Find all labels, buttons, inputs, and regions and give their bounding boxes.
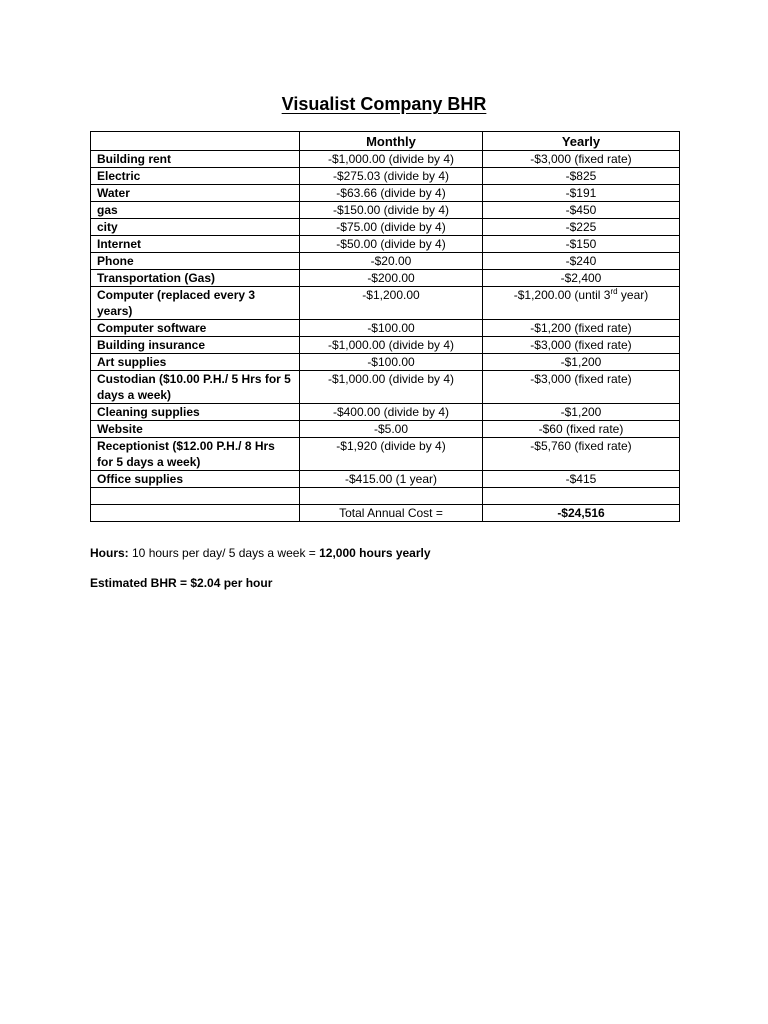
yearly-superscript: rd <box>610 287 618 296</box>
header-yearly: Yearly <box>483 132 680 151</box>
row-yearly: -$225 <box>483 219 680 236</box>
row-yearly: -$3,000 (fixed rate) <box>483 337 680 354</box>
row-yearly: -$3,000 (fixed rate) <box>483 371 680 404</box>
table-row <box>91 421 680 438</box>
estimated-bhr: Estimated BHR = $2.04 per hour <box>90 576 273 590</box>
document-title: Visualist Company BHR <box>281 94 487 114</box>
row-monthly: -$1,920 (divide by 4) <box>300 438 483 471</box>
row-monthly: -$415.00 (1 year) <box>300 471 483 488</box>
row-label: Office supplies <box>91 471 300 488</box>
table-row <box>91 253 680 270</box>
row-monthly: -$63.66 (divide by 4) <box>300 185 483 202</box>
yearly-text: -$1,200.00 (until 3 <box>513 288 611 302</box>
row-label: Building insurance <box>91 337 300 354</box>
row-yearly: -$2,400 <box>483 270 680 287</box>
row-label: Computer (replaced every 3 years) <box>91 287 300 320</box>
empty-cell <box>300 488 483 505</box>
row-label: Phone <box>91 253 300 270</box>
table-row <box>91 202 680 219</box>
row-label: city <box>91 219 300 236</box>
row-monthly: -$150.00 (divide by 4) <box>300 202 483 219</box>
row-monthly: -$1,200.00 <box>300 287 483 320</box>
header-item <box>91 132 300 151</box>
row-yearly: -$60 (fixed rate) <box>483 421 680 438</box>
hours-summary <box>90 546 431 560</box>
row-label: Water <box>91 185 300 202</box>
table-row <box>91 151 680 168</box>
row-monthly: -$400.00 (divide by 4) <box>300 404 483 421</box>
total-annual-cost-label: Total Annual Cost = <box>300 505 483 522</box>
row-yearly: -$1,200 <box>483 354 680 371</box>
row-monthly: -$50.00 (divide by 4) <box>300 236 483 253</box>
empty-cell <box>91 488 300 505</box>
row-label: gas <box>91 202 300 219</box>
table-header-row <box>91 132 680 151</box>
header-monthly: Monthly <box>300 132 483 151</box>
row-yearly: -$1,200 <box>483 404 680 421</box>
table-total-row <box>91 505 680 522</box>
row-monthly: -$275.03 (divide by 4) <box>300 168 483 185</box>
row-monthly: -$1,000.00 (divide by 4) <box>300 151 483 168</box>
empty-cell <box>483 488 680 505</box>
row-monthly: -$1,000.00 (divide by 4) <box>300 371 483 404</box>
table-row <box>91 337 680 354</box>
row-yearly: -$415 <box>483 471 680 488</box>
row-yearly: -$240 <box>483 253 680 270</box>
row-yearly: -$3,000 (fixed rate) <box>483 151 680 168</box>
row-yearly: -$450 <box>483 202 680 219</box>
hours-yearly-value: 12,000 hours yearly <box>319 546 431 560</box>
row-label: Website <box>91 421 300 438</box>
hours-text: 10 hours per day/ 5 days a week = <box>128 546 320 560</box>
row-label: Custodian ($10.00 P.H./ 5 Hrs for 5 days a week) <box>91 371 300 404</box>
table-row <box>91 287 680 320</box>
table-row <box>91 168 680 185</box>
row-yearly: -$825 <box>483 168 680 185</box>
table-row <box>91 438 680 471</box>
table-row <box>91 404 680 421</box>
total-annual-cost-value: -$24,516 <box>483 505 680 522</box>
row-monthly: -$75.00 (divide by 4) <box>300 219 483 236</box>
table-row <box>91 236 680 253</box>
row-label: Receptionist ($12.00 P.H./ 8 Hrs for 5 days a week) <box>91 438 300 471</box>
row-label: Building rent <box>91 151 300 168</box>
table-row <box>91 185 680 202</box>
row-monthly: -$200.00 <box>300 270 483 287</box>
table-row <box>91 354 680 371</box>
table-row <box>91 320 680 337</box>
row-yearly: -$150 <box>483 236 680 253</box>
row-yearly: -$5,760 (fixed rate) <box>483 438 680 471</box>
row-monthly: -$20.00 <box>300 253 483 270</box>
row-label: Computer software <box>91 320 300 337</box>
table-row <box>91 270 680 287</box>
row-label: Art supplies <box>91 354 300 371</box>
table-row <box>91 371 680 404</box>
yearly-text-end: year) <box>617 288 649 302</box>
row-monthly: -$5.00 <box>300 421 483 438</box>
table-row <box>91 471 680 488</box>
row-label: Transportation (Gas) <box>91 270 300 287</box>
row-monthly: -$100.00 <box>300 320 483 337</box>
row-yearly: -$191 <box>483 185 680 202</box>
empty-cell <box>91 505 300 522</box>
row-yearly: -$1,200 (fixed rate) <box>483 320 680 337</box>
row-label: Cleaning supplies <box>91 404 300 421</box>
row-label: Internet <box>91 236 300 253</box>
bhr-cost-table <box>90 131 680 522</box>
row-monthly: -$100.00 <box>300 354 483 371</box>
table-row <box>91 219 680 236</box>
row-yearly <box>483 287 680 320</box>
row-label: Electric <box>91 168 300 185</box>
hours-label: Hours: <box>90 546 129 560</box>
table-row-empty <box>91 488 680 505</box>
row-monthly: -$1,000.00 (divide by 4) <box>300 337 483 354</box>
